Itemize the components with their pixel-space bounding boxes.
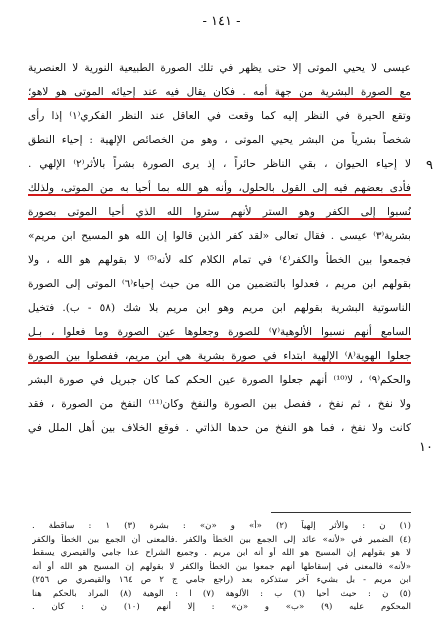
footnotes [32,520,411,615]
footnote-line: (٤) الضمير في «لأنه» عائد إلى الجمع بين الخطأ والكفر .فالمعنى أن الجمع بين الخطأ والكفر [32,534,411,545]
text-line-highlighted: السامع أنهم نسبوا الألوهية⁽٧⁾ للصورة وجعلوها عين الصورة وما فعلوا ، بـل [28,326,411,338]
text-line: بقولهم ابن مريم ، فعدلوا بالتضمين من الله من حيث إحياء⁽٦⁾ الموتى إلى الصورة [28,278,411,290]
text-line-highlighted: فأدى بعضهم فيه إلى القول بالحلول، وأنه هو الله بما أحيا به من الموتى، ولذلك [28,182,411,194]
footnote-line: (١) ن : والأثر إلهياً (٢) «أ» و «ن» : بشرة (٣) ١ : ساقطة . [32,521,411,531]
footnote-divider [271,512,411,513]
text-line: كانت ولا نفخ ، فما هو النفخ من حدها الذاتي . فوقع الخلاف بين أهل الملل في [28,422,411,434]
text-line: عيسى لا يحيي الموتى إلا حتى يظهر في تلك الصورة الطبيعية النورية لا العنصرية [28,62,411,74]
text-line-highlighted: مع الصورة البشرية من جهة أمه . فكان يقال فيه عند إحيائه الموتى هو لاهو؛ [28,86,411,98]
text-line-highlighted: جعلوا الهوية⁽٨⁾ الإلهية ابتداء في صورة بشرية هي ابن مريم، ففصلوا بين الصورة [28,350,411,362]
text-line: فجمعوا بين الخطأ والكفر⁽٤⁾ في تمام الكلام كله لأنه⁽⁵⁾ لا بقولهم هو الله ، ولا [28,254,411,266]
footnote-line: «لأنه» فالمعنى في إسقاطها أنهم جمعوا بين الخطأ والكفر لا بقولهم إن المسيح هو الله أو أنه [32,561,411,572]
text-line: ولا نفخ ، ثم نفخ ، ففصل بين الصورة والنفخ وكان⁽¹¹⁾ النفخ من الصورة ، فقد [28,398,411,410]
text-line: الناسوتية البشرية بقولهم ابن مريم وهو ابن مريم بلا شك (٥٨ - ب). فتخيل [28,302,411,314]
text-line: وتقع الحيرة في النظر إليه كما وقعت في العاقل عند النظر الفكري⁽١⁾ إذا رأى [28,110,411,122]
text-line: بشرية⁽٣⁾ عيسى . فقال تعالى «لقد كفر الذين قالوا إن الله هو المسيح ابن مريم» [28,230,411,242]
footnote-line: لا هو بقولهم إن المسيح هو الله أو أنه ابن مريم . وجميع الشراح عدا جامي والقيصري يسقط [32,548,411,558]
footnote-line: ابن مريم - بل بشيء آخر ستذكره بعد (راجع جامي ج ٢ ص ١٦٤ والقيصري ص ٢٥٦) [32,575,411,585]
margin-line-number: ٩ [426,158,433,173]
text-line: والحكم⁽٩⁾ ، لا⁽¹⁰⁾ أنهم جعلوا الصورة عين الحكم كما كان جبريل في صورة البشر [28,374,411,386]
text-line: شخصاً بشرياً من البشر يحيي الموتى ، وهو من الخصائص الإلهية : إحياء النطق [28,134,411,146]
text-line-highlighted: نُسبوا إلى الكفر وهو الستر لأنهم ستروا الله الذي أحيا الموتى بصورة [28,206,411,218]
footnote-line: (٥) ن : حيث أحيا (٦) ب : الألوهة (٧) ا : الوهية (٨) المراد بالحكم هنا [32,588,411,599]
footnote-line: المحكوم عليه (٩) «ب» و «ن» : إلا أنهم (١٠) ن : كان . [32,602,411,612]
page-number: - ١٤١ - [202,14,241,29]
body-text [28,56,411,440]
text-line: لا إحياء الحيوان ، بقي الناظر حائراً ، إذ يرى الصورة بشراً بالأثر⁽٢⁾ الإلهي . [28,158,411,170]
margin-line-number: ١٠ [419,440,433,455]
